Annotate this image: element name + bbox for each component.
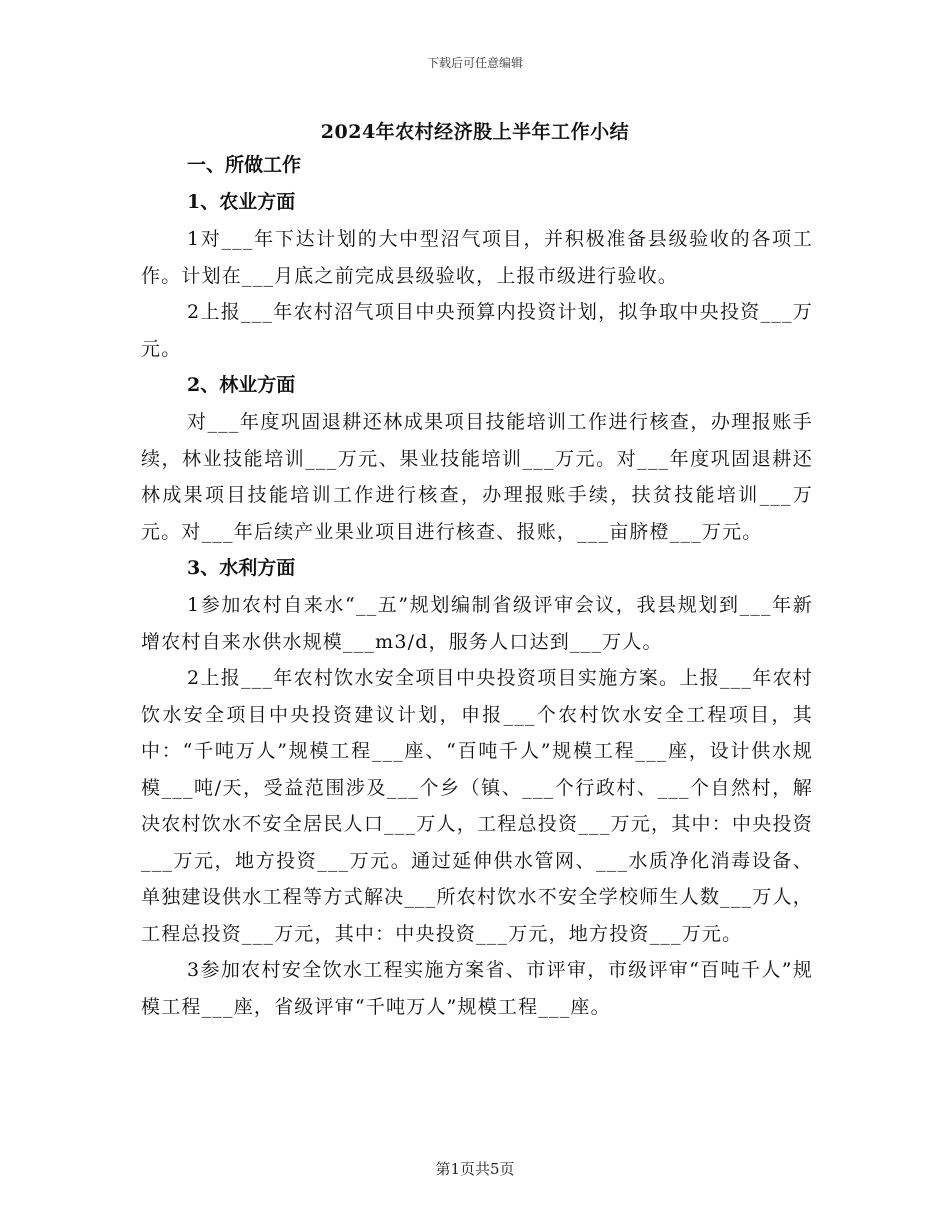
subsection-heading-forestry: 2、林业方面 bbox=[187, 374, 296, 396]
document-body bbox=[141, 147, 813, 1025]
paragraph-water-3: 3参加农村安全饮水工程实施方案省、市评审，市级评审“百吨千人”规模工程___座，省级评审“千吨万人”规模工程___座。 bbox=[141, 959, 813, 1018]
section-heading-work-done: 一、所做工作 bbox=[187, 154, 302, 176]
page-header-note: 下载后可任意编辑 bbox=[426, 56, 523, 70]
paragraph-agriculture-2: 2上报___年农村沼气项目中央预算内投资计划，拟争取中央投资___万元。 bbox=[141, 301, 813, 360]
subsection-heading-agriculture: 1、农业方面 bbox=[187, 191, 296, 213]
paragraph-forestry: 对___年度巩固退耕还林成果项目技能培训工作进行核查，办理报账手续，林业技能培训___万元、果业技能培训___万元。对___年度巩固退耕还林成果项目技能培训工作进行核查，办理报账手续，扶贫技能培训___万元。对___年后续产业果业项目进行核查、报账，___亩脐橙___万元。 bbox=[141, 411, 813, 543]
document-title: 2024年农村经济股上半年工作小结 bbox=[320, 121, 630, 143]
subsection-heading-water: 3、水利方面 bbox=[187, 557, 296, 579]
paragraph-water-2: 2上报___年农村饮水安全项目中央投资项目实施方案。上报___年农村饮水安全项目中央投资建议计划，申报___个农村饮水安全工程项目，其中：“千吨万人”规模工程___座、“百吨千人”规模工程___座，设计供水规模___吨/天，受益范围涉及___个乡（镇、___个行政村、___个自然村，解决农村饮水不安全居民人口___万人，工程总投资___万元，其中：中央投资___万元，地方投资___万元。通过延伸供水管网、___水质净化消毒设备、单独建设供水工程等方式解决___所农村饮水不安全学校师生人数___万人，工程总投资___万元，其中：中央投资___万元，地方投资___万元。 bbox=[141, 667, 813, 945]
page-number-footer: 第1页共5页 bbox=[435, 1160, 515, 1178]
paragraph-water-1: 1参加农村自来水“__五”规划编制省级评审会议，我县规划到___年新增农村自来水供水规模___m3/d，服务人口达到___万人。 bbox=[141, 594, 813, 653]
paragraph-agriculture-1: 1对___年下达计划的大中型沼气项目，并积极准备县级验收的各项工作。计划在___月底之前完成县级验收，上报市级进行验收。 bbox=[141, 228, 813, 287]
